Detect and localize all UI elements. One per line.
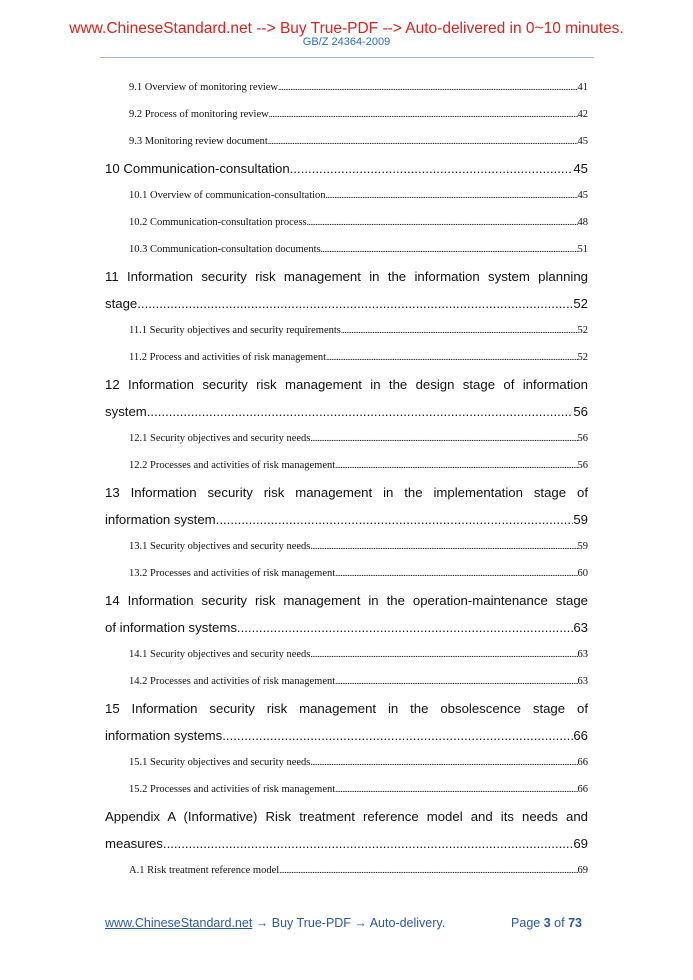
toc-entry-9-1[interactable]: [105, 74, 588, 101]
toc-page-number: 66: [577, 784, 588, 795]
dot-leader: [310, 641, 577, 668]
toc-entry-title: 14.2 Processes and activities of risk management: [129, 676, 336, 687]
toc-page-number: 52: [577, 352, 588, 363]
dot-leader: [326, 182, 578, 209]
toc-entry-11-line1[interactable]: 11 Information security risk management in the information system planning: [105, 269, 588, 284]
table-of-contents: [105, 74, 588, 884]
dot-leader: [310, 425, 577, 452]
toc-entry-10-3[interactable]: [105, 236, 588, 263]
toc-page-number: 56: [573, 404, 588, 419]
toc-page-number: 66: [577, 757, 588, 768]
page-footer: [105, 916, 588, 934]
dot-leader: [163, 830, 573, 857]
dot-leader: [307, 209, 578, 236]
dot-leader: [310, 749, 577, 776]
toc-entry-a-1[interactable]: [105, 857, 588, 884]
page-label: Page: [511, 916, 541, 930]
dot-leader: [147, 398, 574, 425]
toc-entry-title: 15.1 Security objectives and security needs: [129, 757, 311, 768]
toc-entry-11[interactable]: [105, 290, 588, 317]
toc-entry-12-1[interactable]: [105, 425, 588, 452]
toc-entry-title: 13.1 Security objectives and security needs: [129, 541, 311, 552]
page-of: of: [554, 916, 565, 930]
toc-entry-title: information system: [105, 512, 216, 527]
toc-page-number: 66: [573, 728, 588, 743]
toc-entry-appendix-a-line1[interactable]: Appendix A (Informative) Risk treatment reference model and its needs and: [105, 809, 588, 824]
toc-entry-10-1[interactable]: [105, 182, 588, 209]
dot-leader: [279, 857, 577, 884]
toc-page-number: 41: [577, 82, 588, 93]
toc-page-number: 63: [577, 676, 588, 687]
toc-entry-title: 10.3 Communication-consultation documents: [129, 244, 321, 255]
document-id: GB/Z 24364-2009: [302, 36, 391, 48]
dot-leader: [278, 74, 577, 101]
toc-entry-title: 9.3 Monitoring review document: [129, 136, 268, 147]
toc-entry-13-1[interactable]: [105, 533, 588, 560]
dot-leader: [335, 560, 577, 587]
dot-leader: [335, 668, 577, 695]
dot-leader: [216, 506, 574, 533]
dot-leader: [335, 776, 577, 803]
toc-page-number: 59: [573, 512, 588, 527]
dot-leader: [237, 614, 573, 641]
toc-page-number: 42: [577, 109, 588, 120]
toc-entry-9-3[interactable]: [105, 128, 588, 155]
toc-page-number: 45: [577, 190, 588, 201]
toc-entry-title: 10 Communication-consultation: [105, 161, 290, 176]
toc-page-number: 63: [577, 649, 588, 660]
toc-entry-15-2[interactable]: [105, 776, 588, 803]
toc-entry-13[interactable]: [105, 506, 588, 533]
toc-entry-title: 11.1 Security objectives and security requirements: [129, 325, 341, 336]
toc-page-number: 59: [577, 541, 588, 552]
dot-leader: [321, 236, 578, 263]
toc-entry-15-1[interactable]: [105, 749, 588, 776]
dot-leader: [290, 155, 574, 182]
toc-entry-14-line1[interactable]: 14 Information security risk management in the operation-maintenance stage: [105, 593, 588, 608]
toc-page-number: 63: [573, 620, 588, 635]
toc-entry-title: A.1 Risk treatment reference model: [129, 865, 280, 876]
toc-entry-14[interactable]: [105, 614, 588, 641]
toc-entry-9-2[interactable]: [105, 101, 588, 128]
toc-page-number: 52: [577, 325, 588, 336]
page-total: 73: [568, 916, 582, 930]
dot-leader: [341, 317, 578, 344]
toc-entry-14-2[interactable]: [105, 668, 588, 695]
toc-entry-appendix-a[interactable]: [105, 830, 588, 857]
toc-entry-title: 11.2 Process and activities of risk management: [129, 352, 327, 363]
toc-entry-15[interactable]: [105, 722, 588, 749]
footer-store-link[interactable]: [105, 916, 445, 930]
toc-entry-title: of information systems: [105, 620, 237, 635]
toc-entry-title: 9.2 Process of monitoring review: [129, 109, 269, 120]
header-divider: [100, 57, 594, 58]
dot-leader: [326, 344, 577, 371]
toc-entry-title: 12.1 Security objectives and security needs: [129, 433, 311, 444]
toc-entry-10-2[interactable]: [105, 209, 588, 236]
toc-page-number: 56: [577, 460, 588, 471]
toc-entry-11-1[interactable]: [105, 317, 588, 344]
toc-entry-14-1[interactable]: [105, 641, 588, 668]
toc-entry-11-2[interactable]: [105, 344, 588, 371]
toc-page-number: 60: [577, 568, 588, 579]
toc-page-number: 52: [573, 296, 588, 311]
dot-leader: [310, 533, 577, 560]
footer-link-text: → Buy True-PDF → Auto-delivery.: [252, 916, 446, 930]
toc-page-number: 48: [577, 217, 588, 228]
toc-page-number: 45: [577, 136, 588, 147]
toc-entry-13-2[interactable]: [105, 560, 588, 587]
toc-page-number: 69: [573, 836, 588, 851]
toc-entry-title: 10.1 Overview of communication-consultation: [129, 190, 326, 201]
toc-entry-12-2[interactable]: [105, 452, 588, 479]
toc-entry-13-line1[interactable]: 13 Information security risk management in the implementation stage of: [105, 485, 588, 500]
toc-entry-title: 15.2 Processes and activities of risk management: [129, 784, 336, 795]
toc-entry-title: 13.2 Processes and activities of risk management: [129, 568, 336, 579]
toc-entry-10[interactable]: [105, 155, 588, 182]
promo-banner[interactable]: www.ChineseStandard.net --> Buy True-PDF --> Auto-delivered in 0~10 minutes.: [69, 20, 624, 37]
toc-entry-title: 14.1 Security objectives and security needs: [129, 649, 311, 660]
dot-leader: [222, 722, 573, 749]
toc-entry-title: measures: [105, 836, 163, 851]
toc-entry-title: information systems: [105, 728, 223, 743]
page-indicator: [511, 916, 582, 930]
toc-entry-12-line1[interactable]: 12 Information security risk management in the design stage of information: [105, 377, 588, 392]
page-current: 3: [543, 916, 551, 930]
toc-entry-title: 9.1 Overview of monitoring review: [129, 82, 279, 93]
dot-leader: [269, 101, 578, 128]
toc-page-number: 51: [577, 244, 588, 255]
toc-entry-title: system: [105, 404, 147, 419]
toc-page-number: 69: [577, 865, 588, 876]
dot-leader: [268, 128, 578, 155]
toc-entry-title: stage: [105, 296, 138, 311]
toc-entry-title: 10.2 Communication-consultation process: [129, 217, 307, 228]
dot-leader: [137, 290, 573, 317]
dot-leader: [335, 452, 577, 479]
toc-page-number: 45: [573, 161, 588, 176]
toc-entry-title: 12.2 Processes and activities of risk management: [129, 460, 336, 471]
toc-entry-15-line1[interactable]: 15 Information security risk management in the obsolescence stage of: [105, 701, 588, 716]
toc-entry-12[interactable]: [105, 398, 588, 425]
toc-page-number: 56: [577, 433, 588, 444]
footer-link-url[interactable]: www.ChineseStandard.net: [105, 916, 253, 930]
